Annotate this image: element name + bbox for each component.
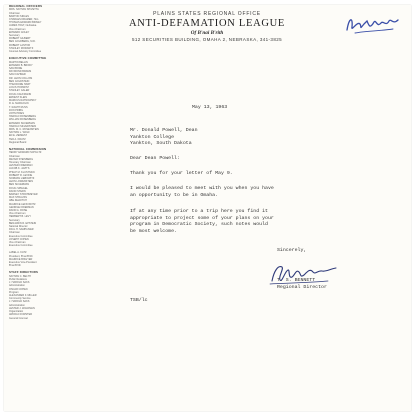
sidebar-name: President, B'nai B'rith [9, 254, 33, 258]
organization-name: ANTI-DEFAMATION LEAGUE [128, 18, 286, 29]
sidebar-name: ROBERT LANTOR [9, 43, 31, 47]
sidebar-name: EDWARD SILVERMAN [9, 121, 35, 125]
sidebar-name: BARNEY STROHMEYER [9, 192, 38, 196]
salutation: Dear Dean Powell: [130, 156, 180, 161]
sidebar-name: Public Relations [9, 278, 27, 282]
sidebar-name: LESTER FRIEDMAN [9, 164, 33, 168]
sidebar-name: LOUIS HORWITZ [9, 86, 29, 90]
sidebar-name: BARTON SIDLES [9, 14, 29, 18]
sidebar-name: Executive Committee [9, 234, 33, 238]
sidebar-name: PHILIP M. KLUTZNICK [9, 170, 35, 174]
sidebar-name: R. E. MARGOLIN [9, 102, 29, 106]
signer-name: T. S. BENNETT [277, 278, 316, 283]
sidebar-name: MAURICE LEFKOWITZ [9, 202, 36, 206]
recipient-line: Yankton College [130, 134, 175, 140]
sidebar-name: Vice-Chairmen [9, 27, 26, 31]
recipient-line: Mr. Donald Powell, Dean [130, 128, 198, 133]
sidebar-name: Chairman [9, 231, 20, 235]
sidebar-name: HENRY EDWARD SCHULTZ [9, 151, 42, 155]
sidebar-section-title: NATIONAL COMMISSION [9, 146, 47, 151]
signer-title: Regional Director [277, 284, 327, 290]
sidebar-name: Executive Committee [9, 244, 33, 248]
recipient-line: Yankton, South Dakota [130, 141, 192, 146]
sidebar-name: DAVID A. ROSE [9, 209, 28, 212]
sidebar-name: Organization [9, 310, 24, 314]
typist-initials: TSB/lc [130, 298, 148, 303]
sidebar-name: Program [9, 290, 19, 294]
sidebar-name: ARNOLD FORSTER [9, 313, 33, 317]
sidebar-name: RAYMOND BRAMS [9, 70, 32, 74]
sidebar-name: EDWARD B. BRODY [9, 63, 33, 67]
sidebar-name: ABE ZELDITCH [9, 199, 27, 203]
sidebar-name: MEYER STEINBERG [9, 157, 34, 161]
sidebar-name: J. HAROLD SAKS [9, 281, 30, 285]
sidebar-name: SAM CAHNER [9, 73, 26, 77]
sidebar-name: Vice-Chairman [9, 241, 26, 245]
sidebar-name: Administration [9, 284, 25, 288]
sidebar-name: MAX STRAUSS [9, 196, 27, 200]
body-line: appropriate to project some of your plans on your [130, 215, 274, 221]
sidebar-name: JOSEPH COHEN [9, 237, 29, 241]
sidebar-name: Chairman [9, 11, 20, 15]
sidebar-name: SAM BODE [9, 67, 23, 71]
sidebar-name: ROBERT R. LEVINE [9, 173, 33, 177]
sidebar-name: HAROLD ROSENBERG [9, 115, 37, 119]
sidebar-section-title: STAFF DIRECTORS [9, 270, 39, 275]
letter-date: May 13, 1963 [192, 105, 228, 110]
body-line: I would be pleased to meet with you when you have [130, 186, 274, 191]
letterhead-sidebar [9, 5, 71, 320]
closing: Sincerely, [277, 248, 307, 253]
sidebar-name: NORMAN LIEBOWITZ [9, 176, 35, 180]
body-paragraph [130, 186, 274, 199]
sidebar-name: T. RALPH RUSS [9, 105, 28, 109]
sidebar-name: Community Service [9, 297, 31, 301]
body-line: Thank you for your letter of May 9. [130, 171, 233, 176]
sidebar-name: Chairman [9, 154, 20, 158]
sidebar-name: WILLIAM ROSENBERG [9, 118, 36, 122]
sidebar-name: MRS. M. C. ROSENSTEIN [9, 127, 39, 131]
sidebar-name: MARTIN BELLIN [9, 60, 28, 64]
sidebar-name: MRS. NATHAN SHIVETTA [9, 8, 39, 12]
sidebar-name: CHARLES DRAMER, Hon. [9, 18, 40, 22]
body-line: If at any time prior to a trip here you find it [130, 209, 268, 214]
sidebar-name: TED A. KRATZ [9, 137, 26, 141]
sidebar-name: LESTER J. WALDMAN [9, 306, 35, 310]
sidebar-name: THEODORE HART [9, 83, 31, 87]
sidebar-name: EDWARD GOLEY [9, 30, 30, 34]
sidebar-name: JACOB K. JAVITS [9, 167, 30, 171]
sidebar-name: Honorary Chairman [9, 160, 31, 164]
signer-block [277, 278, 327, 291]
sidebar-name: B'nai B'rith [9, 264, 21, 268]
body-paragraph [130, 209, 274, 235]
sidebar-name: Secretary [9, 218, 20, 222]
sidebar-name: Regional Board [9, 140, 27, 144]
sidebar-section-title: EXECUTIVE COMMITTEE [9, 56, 47, 61]
sidebar-name: GEORGE FRIEDMAN [9, 205, 34, 209]
sidebar-name: DON PRIBIL [9, 108, 24, 112]
sidebar-name: Secretary [9, 34, 20, 38]
letter-page [4, 5, 411, 411]
sidebar-name: BEN GOLDBERG, M.D. [9, 40, 36, 44]
sidebar-name: ROBERT GILBERT [9, 37, 31, 41]
sidebar-name: DOUG SPIEGEL [9, 186, 28, 190]
sidebar-name: LEON LOWENSTEIN [9, 180, 34, 184]
sidebar-name: HAROLD SILVERSTEIN [9, 124, 37, 128]
sidebar-name: NATHAN C. BELTH [9, 274, 31, 278]
office-address: 512 SECURITIES BUILDING, OMAHA 2, NEBRASKA, 341-3825 [131, 37, 283, 42]
sidebar-name: General Counsel [9, 316, 28, 320]
sidebar-name: HERBERT B. LEVY [9, 215, 31, 219]
sidebar-name: OSCAR COHEN [9, 287, 28, 291]
sidebar-name: DR. LEON COLLINS [9, 76, 33, 80]
sidebar-name: JOHN PRIES [9, 111, 25, 115]
sidebar-name: PAUL H. SAMPLINER [9, 228, 34, 232]
sidebar-name: Vice-Chairmen [9, 212, 26, 216]
sidebar-name: National Director [9, 225, 28, 229]
sidebar-name: BEN GOLDSTEIN [9, 79, 30, 83]
recipient-address [130, 128, 198, 148]
sidebar-name: STANLEY GALER [9, 89, 30, 93]
sidebar-name: LABEL A. KATZ [9, 251, 27, 255]
sidebar-name: MAURICE BISGYER [9, 257, 33, 261]
sidebar-name: Executive Vice-President [9, 261, 37, 265]
body-line: an opportunity to be in Omaha. [130, 192, 219, 198]
regional-office-line: PLAINS STATES REGIONAL OFFICE [153, 11, 261, 17]
sidebar-name: Administration [9, 303, 25, 307]
sidebar-name: BENJAMIN R. EPSTEIN [9, 221, 37, 225]
sidebar-name: DOUG KAUFMANN [9, 92, 32, 96]
sidebar-name: DAVID STERN [9, 189, 26, 193]
organization-subtitle: Of B'nai B'rith [190, 30, 224, 36]
sidebar-name: ED E. ZEIMETZ [9, 134, 27, 138]
sidebar-name: MARCUS RATNOWSKY [9, 99, 37, 103]
sidebar-name: NATHAN L. WOLF [9, 131, 30, 135]
sidebar-name: JAMES HOLT, Nebraska [9, 24, 37, 28]
sidebar-name: ALEXANDER F. MILLER [9, 294, 37, 298]
body-line: be most welcome. [130, 228, 177, 234]
sidebar-name: J. HAROLD SAKS [9, 300, 30, 304]
handwritten-stamp-mark [343, 12, 403, 36]
letterhead [90, 11, 324, 42]
sidebar-name: Counsel Advisory Committee [9, 50, 42, 54]
sidebar-name: STANLEY MORANTZ [9, 46, 34, 50]
sidebar-section-title: REGIONAL OFFICERS [9, 4, 43, 8]
sidebar-name: THOMAS EDWARD BINNEY [9, 21, 42, 25]
body-paragraph [130, 171, 233, 178]
sidebar-name: BEN SILVERMAN [9, 183, 30, 187]
body-line: program in Democratic Society, such notes would [130, 222, 268, 227]
sidebar-name: ERNEST KLEIN [9, 95, 28, 99]
